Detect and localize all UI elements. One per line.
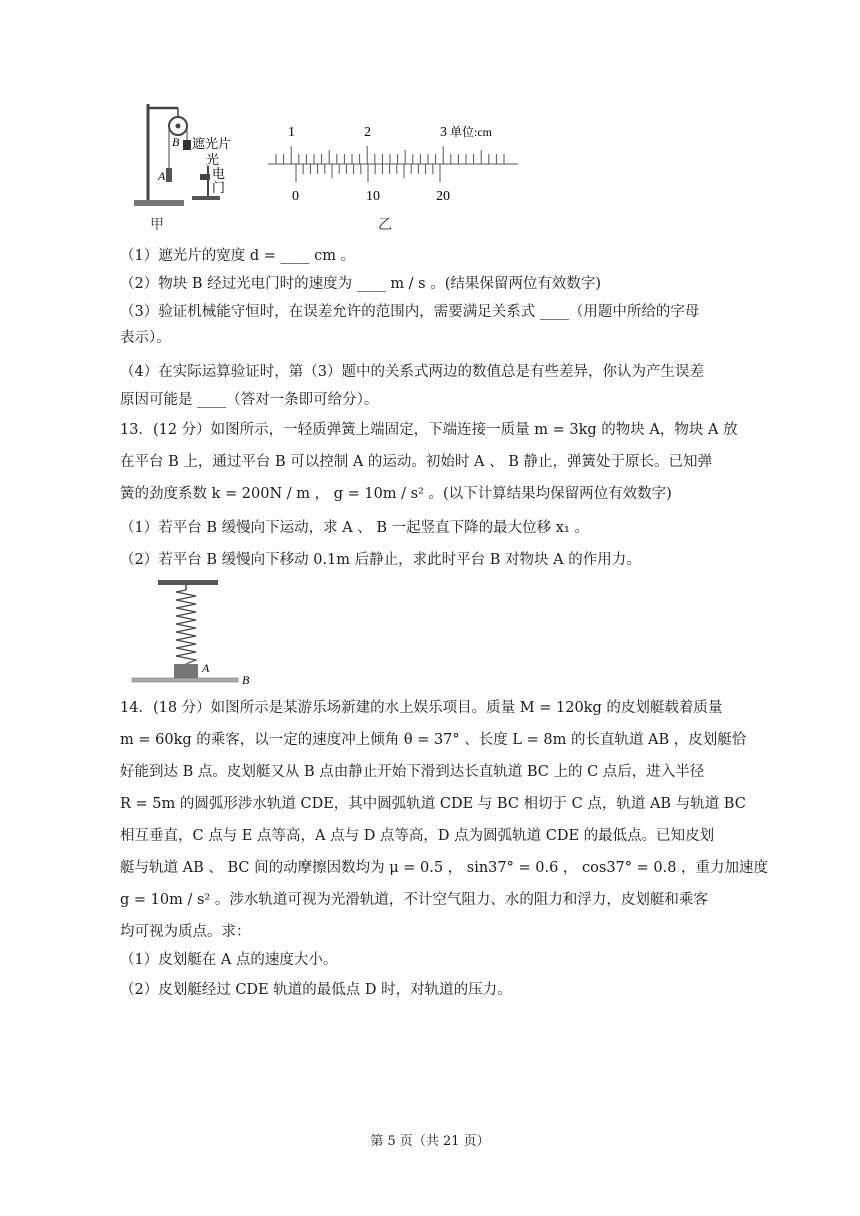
q14-line5: 相互垂直，C 点与 E 点等高，A 点与 D 点等高，D 点为圆弧轨道 CDE 的最低点。已知皮划	[120, 828, 715, 844]
vernier-scale-20: 20	[436, 189, 450, 204]
q14-line4: R = 5m 的圆弧形涉水轨道 CDE，其中圆弧轨道 CDE 与 BC 相切于 C 点，轨道 AB 与轨道 BC	[120, 796, 746, 812]
page-footer: 第 5 页（共 21 页）	[370, 1134, 490, 1149]
unit-label: 单位:cm	[450, 125, 492, 139]
q13-line1: 13．(12 分）如图所示，一轻质弹簧上端固定，下端连接一质量 m = 3kg 的物块 A，物块 A 放	[120, 422, 738, 438]
q12-part4-line2: 原因可能是 ____（答对一条即可给分）。	[120, 392, 379, 408]
q12-part2: （2）物块 B 经过光电门时的速度为 ____ m / s 。(结果保留两位有效数字)	[120, 276, 602, 292]
vernier-caliper-figure	[268, 120, 518, 210]
q14-part1: （1）皮划艇在 A 点的速度大小。	[120, 952, 338, 968]
main-scale-1: 1	[288, 125, 295, 140]
main-scale-2: 2	[364, 125, 371, 140]
q13-part2: （2）若平台 B 缓慢向下移动 0.1m 后静止，求此时平台 B 对物块 A 的作用力。	[120, 552, 641, 568]
main-scale-3: 3	[440, 125, 447, 140]
vernier-scale-0: 0	[292, 189, 299, 204]
q12-part3-line1: （3）验证机械能守恒时，在误差允许的范围内，需要满足关系式 ____（用题中所给的字母	[120, 304, 700, 320]
q13-part1: （1）若平台 B 缓慢向下运动，求 A 、 B 一起竖直下降的最大位移 x₁ 。	[120, 520, 589, 536]
q12-part1: （1）遮光片的宽度 d = ____ cm 。	[120, 248, 356, 264]
letter-a: A	[158, 169, 166, 183]
figure-label-jia: 甲	[150, 217, 164, 233]
label-dian: 电	[212, 166, 226, 181]
q14-line6: 艇与轨道 AB 、 BC 间的动摩擦因数均为 μ = 0.5 ， sin37° = 0.6 ， cos37° = 0.8 ，重力加速度	[120, 860, 769, 876]
q14-line7: g = 10m / s² 。涉水轨道可视为光滑轨道，不计空气阻力、水的阻力和浮力，皮划艇和乘客	[120, 892, 708, 908]
q13-line2: 在平台 B 上，通过平台 B 可以控制 A 的运动。初始时 A 、 B 静止，弹簧处于原长。已知弹	[120, 454, 712, 470]
letter-b: B	[172, 135, 180, 149]
spring-figure	[128, 578, 258, 688]
spring-letter-b: B	[242, 673, 250, 687]
q12-part3-line2: 表示）。	[120, 330, 171, 346]
q12-part4-line1: （4）在实际运算验证时，第（3）题中的关系式两边的数值总是有些差异，你认为产生误差	[120, 364, 704, 380]
q14-line8: 均可视为质点。求：	[120, 924, 251, 940]
q14-line1: 14．(18 分）如图所示是某游乐场新建的水上娱乐项目。质量 M = 120kg 的皮划艇载着质量	[120, 700, 723, 716]
vernier-scale-10: 10	[366, 189, 380, 204]
q14-part2: （2）皮划艇经过 CDE 轨道的最低点 D 时，对轨道的压力。	[120, 982, 512, 998]
q14-line2: m = 60kg 的乘客，以一定的速度冲上倾角 θ = 37° 、长度 L = 8m 的长直轨道 AB ，皮划艇恰	[120, 732, 747, 748]
q14-line3: 好能到达 B 点。皮划艇又从 B 点由静止开始下滑到达长直轨道 BC 上的 C 点后，进入半径	[120, 764, 705, 780]
label-guang: 光	[206, 152, 220, 167]
figure-label-yi: 乙	[378, 217, 392, 233]
apparatus-figure	[128, 96, 248, 216]
label-men: 门	[212, 180, 226, 195]
q13-line3: 簧的劲度系数 k = 200N / m ， g = 10m / s² 。(以下计算结果均保留两位有效数字)	[120, 486, 672, 502]
label-shading-sheet: 遮光片	[192, 136, 232, 151]
spring-letter-a: A	[202, 661, 210, 675]
